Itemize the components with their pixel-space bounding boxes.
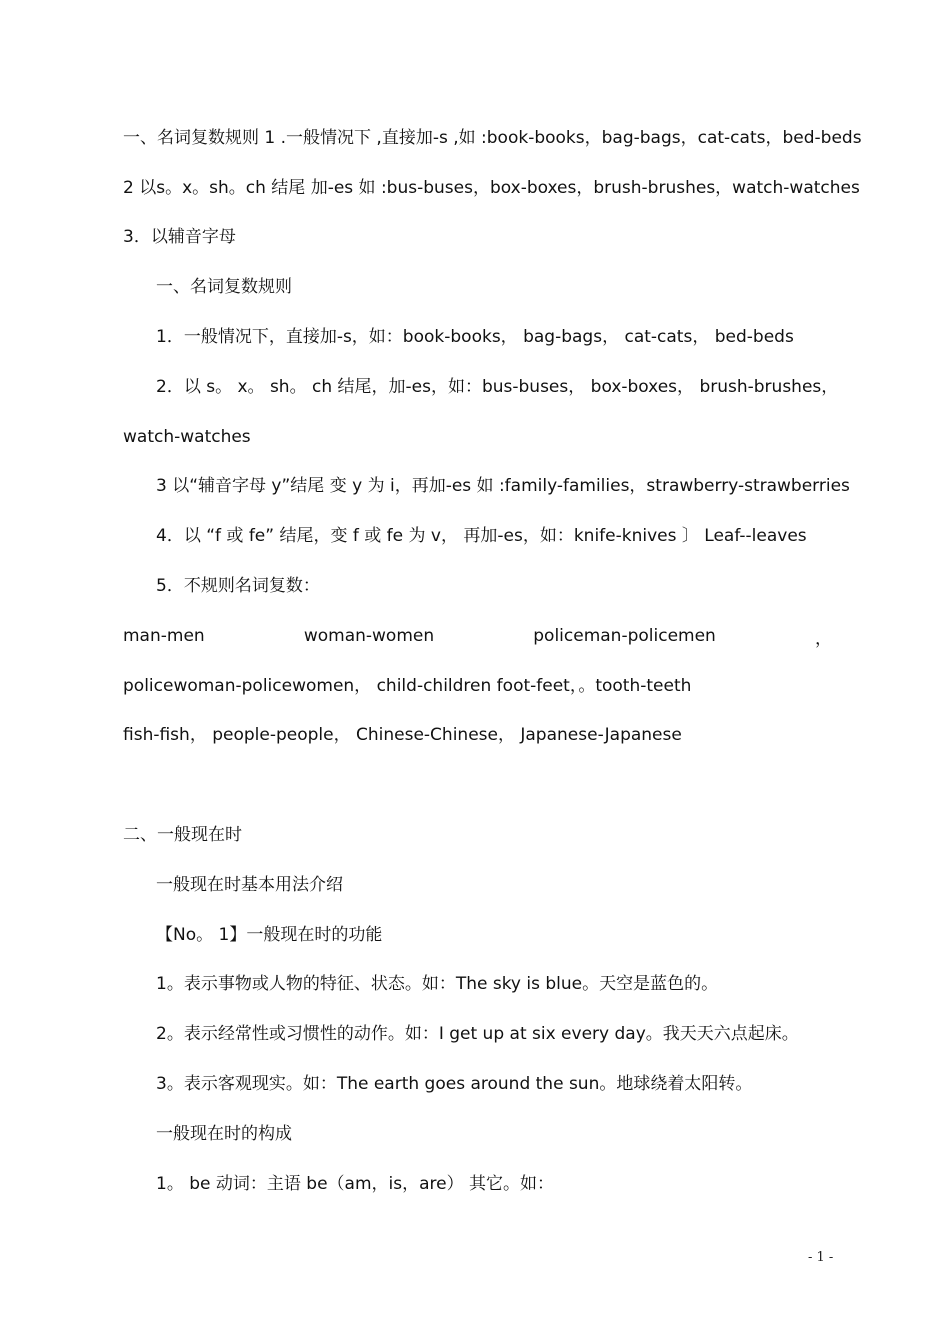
section-heading-present-tense: 二、一般现在时 (123, 825, 242, 845)
irregular-word: policeman-policemen (533, 626, 716, 646)
rule-2-continued: watch-watches (123, 427, 251, 447)
rule-5: 5．不规则名词复数： (156, 576, 320, 596)
structure-1: 1。 be 动词：主语 be（am，is，are） 其它。如： (156, 1174, 554, 1194)
rule-4: 4．以 “f 或 fe” 结尾，变 f 或 fe 为 v， 再加-es，如：knife-knives 〕 Leaf--leaves (156, 526, 807, 546)
irregular-plurals-line-2: policewoman-policewomen， child-children foot-feet，。tooth-teeth (123, 676, 692, 696)
rule-1: 1．一般情况下，直接加-s，如：book-books， bag-bags， cat-cats， bed-beds (156, 327, 794, 347)
text-line-2: 2 以s。x。sh。ch 结尾 加-es 如 :bus-buses，box-boxes，brush-brushes，watch-watches (123, 178, 860, 198)
subheading-function: 【No。 1】一般现在时的功能 (156, 925, 383, 945)
subheading-usage: 一般现在时基本用法介绍 (156, 875, 343, 895)
irregular-plurals-line-3: fish-fish， people-people， Chinese-Chinese， Japanese-Japanese (123, 725, 682, 745)
rule-2: 2．以 s。 x。 sh。 ch 结尾，加-es，如：bus-buses， box-boxes， brush-brushes， (156, 377, 839, 397)
usage-3: 3。表示客观现实。如：The earth goes around the sun。地球绕着太阳转。 (156, 1074, 753, 1094)
usage-1: 1。表示事物或人物的特征、状态。如：The sky is blue。天空是蓝色的。 (156, 974, 719, 994)
irregular-word: ， (814, 628, 832, 649)
section-heading-noun-plural: 一、名词复数规则 (156, 277, 292, 297)
usage-2: 2。表示经常性或习惯性的动作。如：I get up at six every day。我天天六点起床。 (156, 1024, 799, 1044)
irregular-word: woman-women (303, 626, 435, 646)
text-line-3: 3．以辅音字母 (123, 227, 236, 247)
irregular-word: man-men (123, 626, 205, 646)
rule-3: 3 以“辅音字母 y”结尾 变 y 为 i，再加-es 如 :family-families，strawberry-strawberries (156, 476, 850, 496)
irregular-plurals-line (123, 622, 832, 650)
page-number: - 1 - (808, 1250, 834, 1265)
text-line-1: 一、名词复数规则 1 .一般情况下 ,直接加-s ,如 :book-books，bag-bags，cat-cats，bed-beds (123, 128, 862, 148)
subheading-structure: 一般现在时的构成 (156, 1124, 292, 1144)
